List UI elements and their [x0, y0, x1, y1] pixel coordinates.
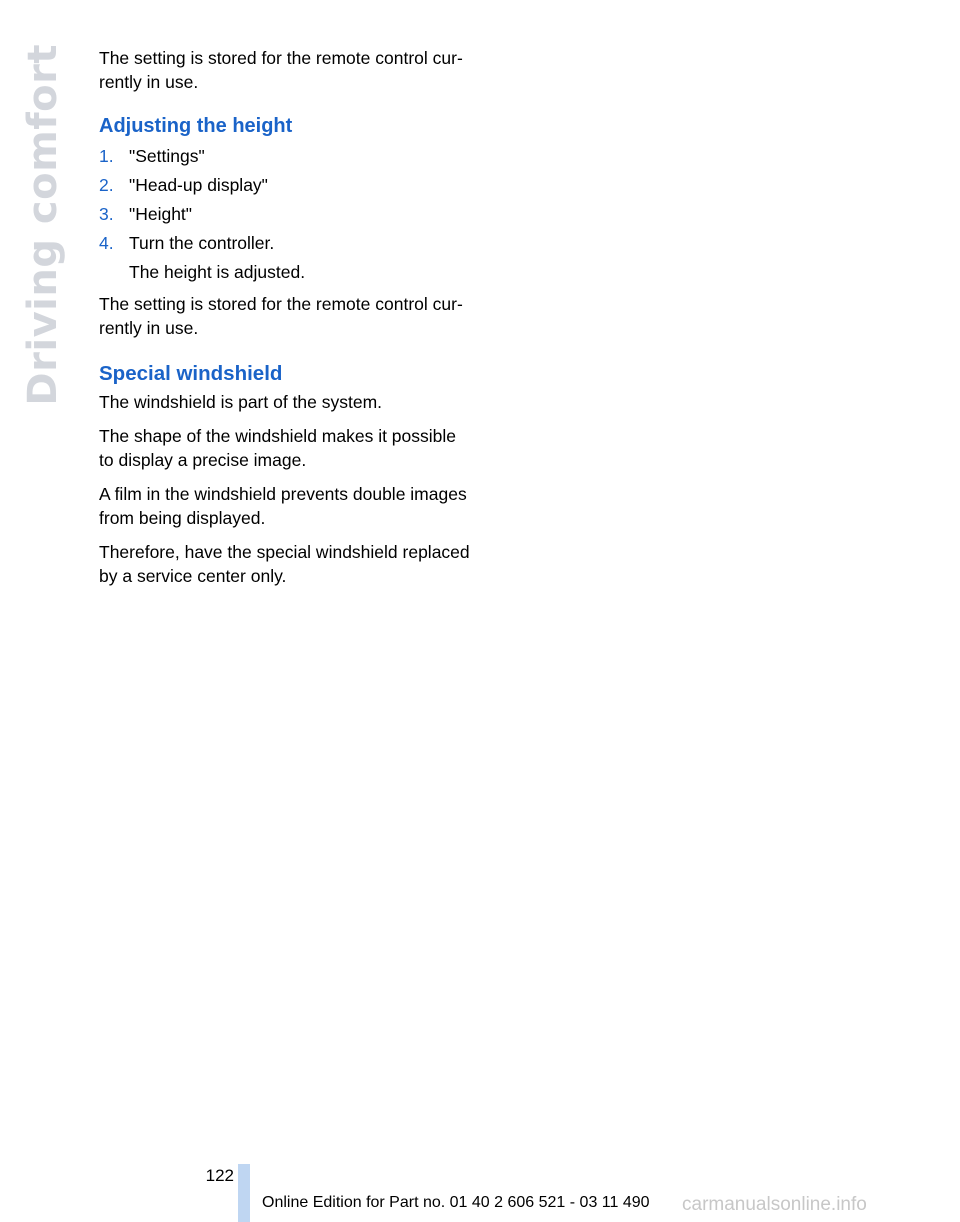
step-text: "Settings": [129, 146, 205, 166]
watermark: carmanualsonline.info: [682, 1194, 867, 1215]
section-title: Driving comfort: [20, 44, 66, 406]
body-paragraph: A film in the windshield prevents double images from being displayed.: [99, 484, 467, 528]
step-number: 3.: [99, 204, 114, 224]
step-text: "Head-up display": [129, 175, 268, 195]
heading-special-windshield: Special windshield: [99, 362, 283, 385]
steps-list: [99, 144, 474, 255]
page-content: [99, 46, 474, 598]
list-item: [99, 144, 474, 168]
step-number: 2.: [99, 175, 114, 195]
intro-paragraph: The setting is stored for the remote control cur-rently in use.: [99, 48, 463, 92]
list-item: [99, 173, 474, 197]
list-item: [99, 231, 474, 255]
step-number: 1.: [99, 146, 114, 166]
body-paragraph: The windshield is part of the system.: [99, 392, 383, 412]
footer-accent-bar: [238, 1164, 250, 1222]
list-item: [99, 202, 474, 226]
step-result: The height is adjusted.: [129, 262, 306, 282]
step-text: Turn the controller.: [129, 233, 275, 253]
heading-adjusting-height: Adjusting the height: [99, 115, 293, 137]
page-number: 122: [205, 1166, 234, 1185]
step-text: "Height": [129, 204, 193, 224]
edition-note: Online Edition for Part no. 01 40 2 606 521 - 03 11 490: [262, 1194, 650, 1211]
body-paragraph: Therefore, have the special windshield replaced by a service center only.: [99, 542, 470, 586]
step-number: 4.: [99, 233, 114, 253]
body-paragraph: The shape of the windshield makes it possible to display a precise image.: [99, 426, 457, 470]
note-paragraph: The setting is stored for the remote control cur-rently in use.: [99, 294, 463, 338]
